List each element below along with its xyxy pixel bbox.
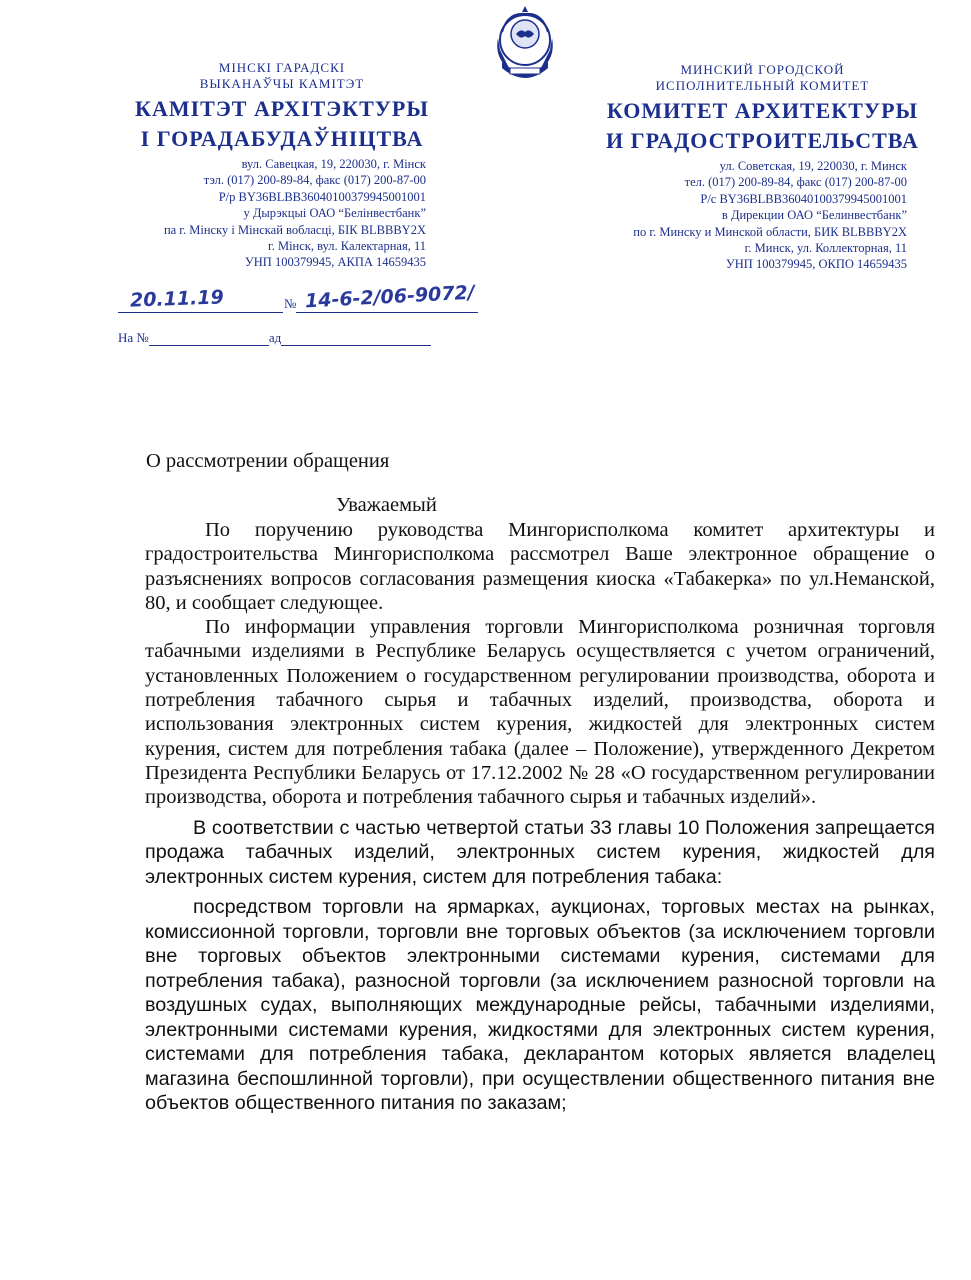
paragraph: посредством торговли на ярмарках, аукционах, торговых местах на рынках, комиссионной торговли, торговли вне торговых объектов (за исключением торговли вне торговых объектов электронными системами курения, системами для потребления табака), разносной торговли (за исключением разносной торговли на воздушных судах, выполняющих международные рейсы, табачными изделиями, электронными системами курения, жидкостями для электронных систем курения, системами для потребления табака, декларантом которых является владелец магазина беспошлинной торговли), при осуществлении общественного питания вне объектов общественного питания по заказам; <box>145 896 935 1115</box>
org-name-line2: ВЫКАНАЎЧЫ КАМІТЭТ <box>199 76 365 91</box>
committee-title-line2: И ГРАДОСТРОИТЕЛЬСТВА <box>606 128 919 153</box>
date-underline <box>118 312 283 313</box>
address-line: Р/р BY36BLBB36040100379945001001 <box>218 189 426 204</box>
committee-title-line1: КОМИТЕТ АРХИТЕКТУРЫ <box>606 98 919 123</box>
address-line: УНП 100379945, АКПА 14659435 <box>244 255 426 270</box>
letter-subject: О рассмотрении обращения <box>146 450 390 472</box>
state-emblem-icon <box>488 2 562 86</box>
reference-line <box>118 330 431 346</box>
number-sign: № <box>284 296 297 311</box>
registration-date: 20.11.19 <box>129 286 225 312</box>
committee-title-line2: І ГОРАДАБУДАЎНІЦТВА <box>140 126 424 151</box>
number-underline <box>296 312 478 313</box>
paragraph: По информации управления торговли Мингорисполкома розничная торговля табачными изделиями в Республике Беларусь осуществляется с учетом ограничений, установленных Положением о государственном регулировании производства, оборота и потребления табачного сырья и табачных изделий, производства, оборота и использования электронных систем курения, жидкостей для электронных систем курения, систем для потребления табака (далее – Положение), утвержденного Декретом Президента Республики Беларусь от 17.12.2002 № 28 «О государственном регулировании производства, оборота и потребления табачного сырья и табачных изделий». <box>145 616 935 809</box>
ref-from: ад <box>268 330 282 345</box>
committee-title-line1: КАМІТЭТ АРХІТЭКТУРЫ <box>135 96 429 121</box>
address-line: по г. Минску и Минской области, БИК BLBBBY2X <box>633 224 907 239</box>
address-line: Р/с BY36BLBB36040100379945001001 <box>700 191 907 206</box>
address-line: тел. (017) 200-89-84, факс (017) 200-87-00 <box>684 175 907 190</box>
address-line: па г. Мінску і Мінскай вобласці, БІК BLBBBY2X <box>163 222 426 237</box>
ref-prefix: На № <box>118 330 149 345</box>
address-line: УНП 100379945, ОКПО 14659435 <box>725 257 907 272</box>
letter-greeting: Уважаемый <box>336 494 437 516</box>
org-name-line1: МІНСКІ ГАРАДСКІ <box>218 60 346 75</box>
paragraph: По поручению руководства Мингорисполкома комитет архитектуры и градостроительства Мингорисполкома рассмотрел Ваше электронное обращение о разъяснениях вопросов согласования размещения киоска «Табакерка» по ул.Неманской, 80, и сообщает следующее. <box>145 519 935 614</box>
letterhead-belarusian <box>112 60 452 271</box>
paragraph: В соответствии с частью четвертой статьи 33 главы 10 Положения запрещается продажа табачных изделий, электронных систем курения, жидкостей для электронных систем курения, систем для потребления табака: <box>145 816 935 888</box>
ref-date-blank <box>281 331 431 346</box>
letterhead-russian <box>585 62 940 273</box>
address-line: вул. Савецкая, 19, 220030, г. Мінск <box>241 157 426 171</box>
registration-number: 14-6-2/06-9072/ <box>304 281 476 313</box>
address-line: г. Минск, ул. Коллекторная, 11 <box>744 241 907 256</box>
org-name-line2: ИСПОЛНИТЕЛЬНЫЙ КОМИТЕТ <box>655 78 870 93</box>
address-line: ул. Советская, 19, 220030, г. Минск <box>719 159 907 173</box>
address-line: в Дирекции ОАО “Белинвестбанк” <box>721 208 907 223</box>
org-name-line1: МИНСКИЙ ГОРОДСКОЙ <box>680 62 845 77</box>
letter-body <box>145 518 935 1116</box>
address-line: у Дырэкцыі ОАО “Белінвестбанк” <box>243 206 426 221</box>
address-block <box>585 158 940 273</box>
address-block <box>112 156 452 271</box>
address-line: г. Мінск, вул. Калектарная, 11 <box>268 239 426 254</box>
ref-number-blank <box>149 331 269 346</box>
address-line: тэл. (017) 200-89-84, факс (017) 200-87-00 <box>203 173 426 188</box>
